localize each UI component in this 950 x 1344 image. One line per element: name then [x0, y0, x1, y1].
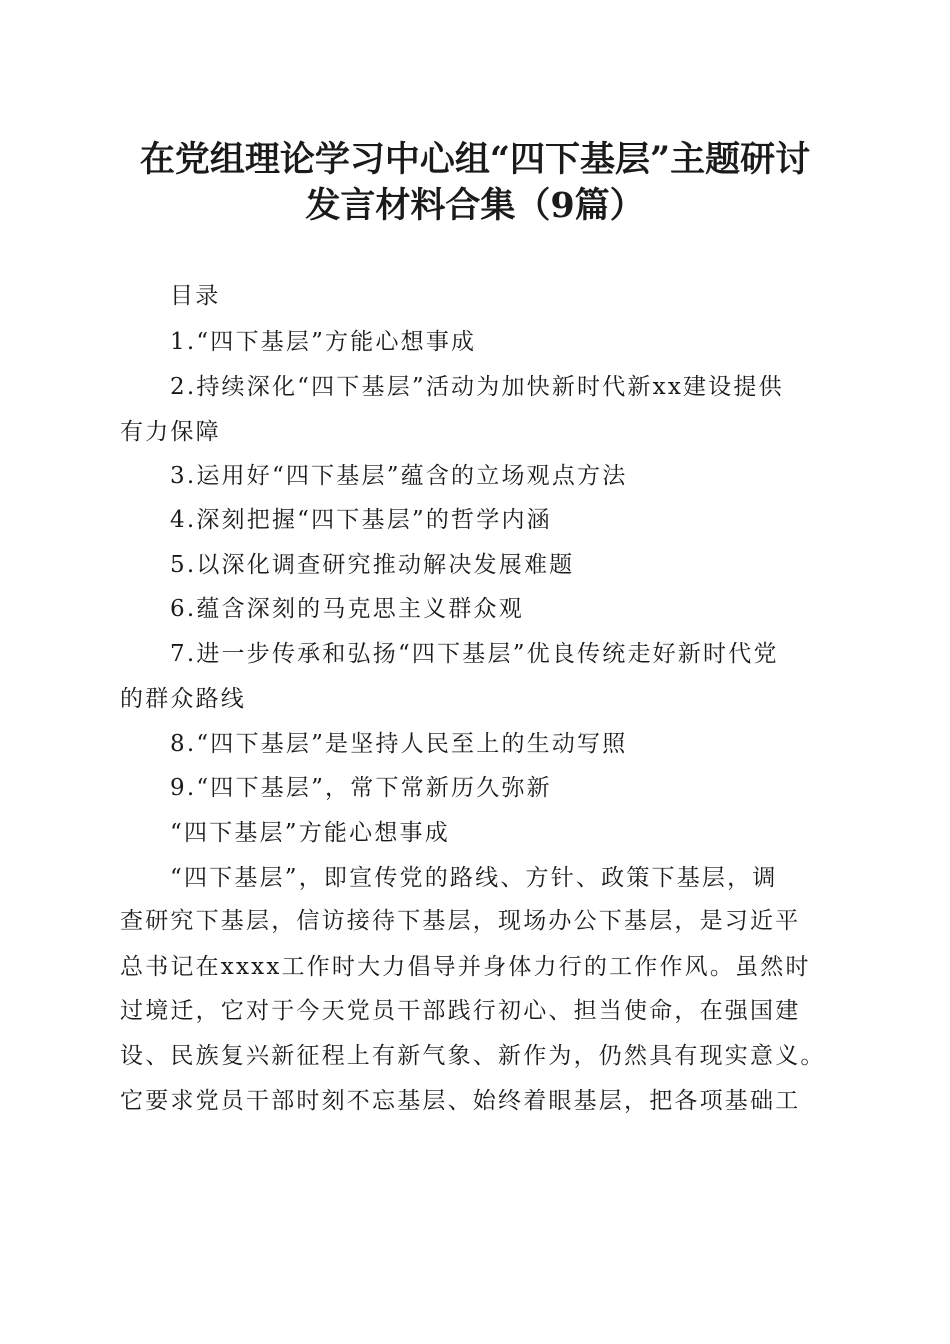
body-line-4: 过境迁，它对于今天党员干部践行初心、担当使命，在强国建	[120, 998, 801, 1024]
document-title-line-2: 发言材料合集（9篇）	[305, 185, 645, 226]
body-line-2: 查研究下基层，信访接待下基层，现场办公下基层，是习近平	[120, 908, 801, 934]
toc-item-6: 6.蕴含深刻的马克思主义群众观	[170, 596, 524, 622]
toc-heading: 目录	[170, 283, 221, 309]
toc-item-2: 2.持续深化“四下基层”活动为加快新时代新xx建设提供	[170, 374, 784, 400]
toc-item-3: 3.运用好“四下基层”蕴含的立场观点方法	[170, 463, 628, 489]
toc-item-2-continued: 有力保障	[120, 419, 221, 445]
body-line-1: “四下基层”，即宣传党的路线、方针、政策下基层，调	[170, 865, 778, 891]
body-line-3: 总书记在xxxx工作时大力倡导并身体力行的工作作风。虽然时	[120, 954, 811, 980]
section-heading: “四下基层”方能心想事成	[170, 820, 450, 846]
toc-item-9: 9.“四下基层”，常下常新历久弥新	[170, 775, 552, 801]
document-title-line-1: 在党组理论学习中心组“四下基层”主题研讨	[139, 139, 811, 180]
toc-item-4: 4.深刻把握“四下基层”的哲学内涵	[170, 507, 552, 533]
toc-item-1: 1.“四下基层”方能心想事成	[170, 329, 477, 355]
toc-item-7: 7.进一步传承和弘扬“四下基层”优良传统走好新时代党	[170, 641, 779, 667]
toc-item-8: 8.“四下基层”是坚持人民至上的生动写照	[170, 731, 628, 757]
body-line-5: 设、民族复兴新征程上有新气象、新作为，仍然具有现实意义。	[120, 1043, 826, 1069]
toc-item-5: 5.以深化调查研究推动解决发展难题	[170, 552, 575, 578]
body-line-6: 它要求党员干部时刻不忘基层、始终着眼基层，把各项基础工	[120, 1088, 801, 1114]
toc-item-7-continued: 的群众路线	[120, 686, 246, 712]
